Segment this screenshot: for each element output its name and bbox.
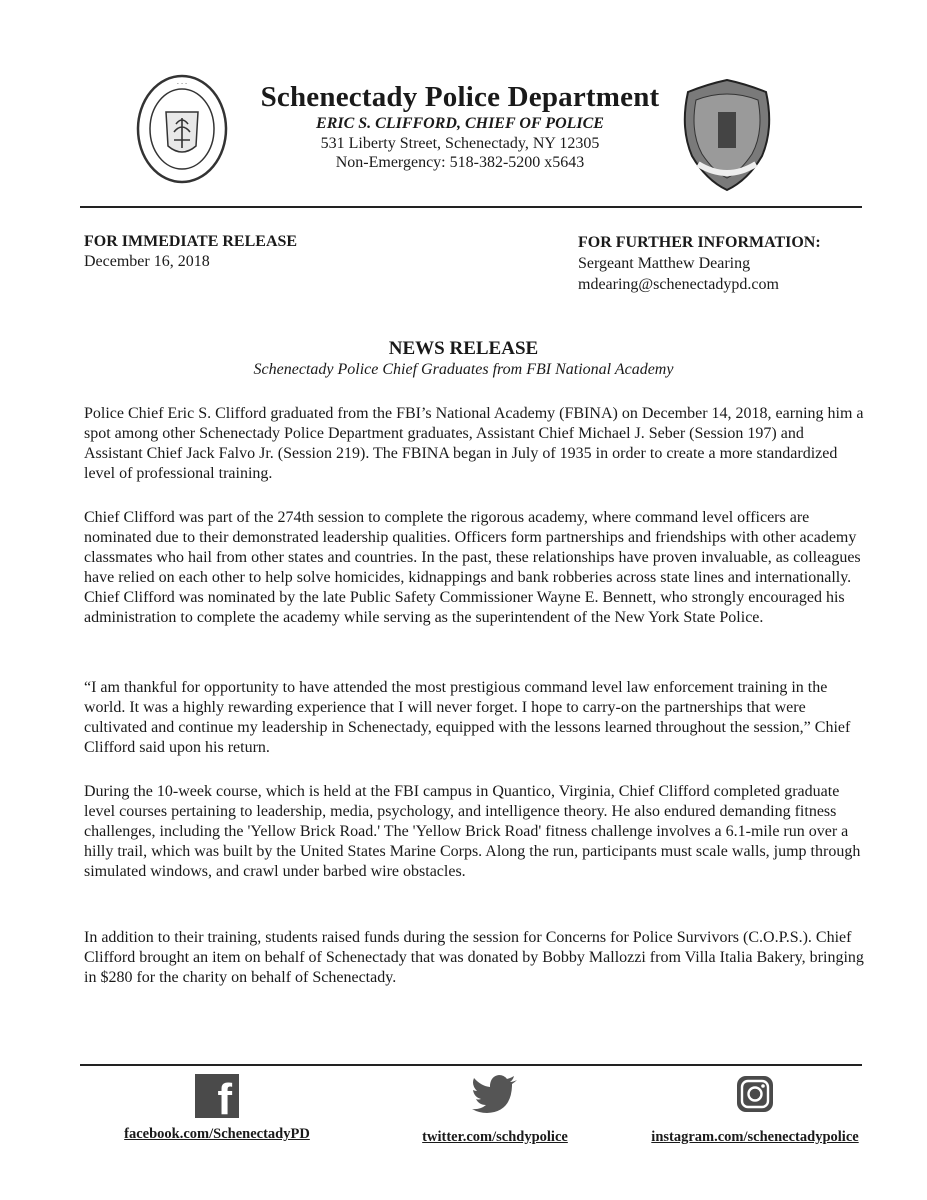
facebook-glyph: f — [217, 1075, 232, 1124]
news-subtitle: Schenectady Police Chief Graduates from FBI National Academy — [253, 361, 674, 378]
contact-email: mdearing@schenectadypd.com — [578, 276, 779, 293]
department-name: Schenectady Police Department — [260, 81, 660, 113]
body-paragraph: Police Chief Eric S. Clifford graduated from the FBI’s National Academy (FBINA) on December 14, 2018, earning him a spot among other Schenectady Police Department graduates, Assistant Chief Michael J. Seber (Session 197) and Assistant Chief Jack Falvo Jr. (Session 219). The FBINA began in July of 1935 in order to create a more standardized level of professional training. — [84, 405, 864, 482]
release-info — [84, 232, 297, 272]
release-date: December 16, 2018 — [84, 253, 210, 270]
release-label: FOR IMMEDIATE RELEASE — [84, 233, 298, 250]
body-paragraph: Chief Clifford was part of the 274th session to complete the rigorous academy, where command level officers are nominated due to their demonstrated leadership qualities. Officers form partnerships and friendships with other academy classmates who hail from other states and countries. In the past, these relationships have proven invaluable, as colleagues have relied on each other to help solve homicides, kidnappings and bank robberies across state lines and internationally. Chief Clifford was nominated by the late Public Safety Commissioner Wayne E. Bennett, who strongly encouraged his administration to complete the academy while serving as the superintendent of the New York State Police. — [84, 509, 861, 626]
chief-name: ERIC S. CLIFFORD, CHIEF OF POLICE — [316, 115, 604, 132]
twitter-link-block[interactable] — [392, 1074, 598, 1146]
instagram-link[interactable]: instagram.com/schenectadypolice — [651, 1129, 859, 1145]
news-heading — [0, 338, 927, 380]
facebook-icon[interactable] — [195, 1074, 239, 1124]
instagram-icon[interactable] — [735, 1074, 775, 1114]
svg-text:· · ·: · · · — [176, 80, 188, 88]
contact-label: FOR FURTHER INFORMATION: — [578, 234, 821, 251]
contact-info — [578, 232, 821, 295]
twitter-icon[interactable] — [471, 1074, 519, 1114]
news-title: NEWS RELEASE — [388, 338, 539, 359]
body-paragraph: During the 10-week course, which is held at the FBI campus in Quantico, Virginia, Chief Clifford completed graduate level courses pertaining to leadership, media, psychology, and intelligence theory. He also endured demanding fitness challenges, including the 'Yellow Brick Road.' The 'Yellow Brick Road' fitness challenge involves a 6.1-mile run over a hilly trail, which was built by the United States Marine Corps. Along the run, participants must scale walls, jump through simulated windows, and crawl under barbed wire obstacles. — [84, 783, 861, 880]
department-address: 531 Liberty Street, Schenectady, NY 12305 — [320, 135, 600, 152]
letterhead — [200, 80, 720, 172]
facebook-link-block[interactable] — [112, 1074, 322, 1143]
body-paragraph: “I am thankful for opportunity to have attended the most prestigious command level law enforcement training in the world. It was a highly rewarding experience that I will never forget. I hope to carry-on the partnerships that were cultivated and continue my leadership in Schenectady, equipped with the lessons learned throughout the session,” Chief Clifford said upon his return. — [84, 679, 851, 756]
facebook-link[interactable]: facebook.com/SchenectadyPD — [124, 1126, 310, 1142]
department-phone: Non-Emergency: 518-382-5200 x5643 — [335, 154, 585, 171]
instagram-link-block[interactable] — [638, 1074, 872, 1146]
police-badge-logo — [678, 78, 776, 192]
twitter-link[interactable]: twitter.com/schdypolice — [422, 1129, 568, 1145]
contact-name: Sergeant Matthew Dearing — [578, 255, 751, 272]
header-divider — [80, 206, 862, 208]
footer-divider — [80, 1064, 862, 1066]
body-paragraph: In addition to their training, students raised funds during the session for Concerns for Police Survivors (C.O.P.S.). Chief Clifford brought an item on behalf of Schenectady that was donated by Bobby Mallozzi from Villa Italia Bakery, bringing in $280 for the charity on behalf of Schenectady. — [84, 929, 864, 986]
